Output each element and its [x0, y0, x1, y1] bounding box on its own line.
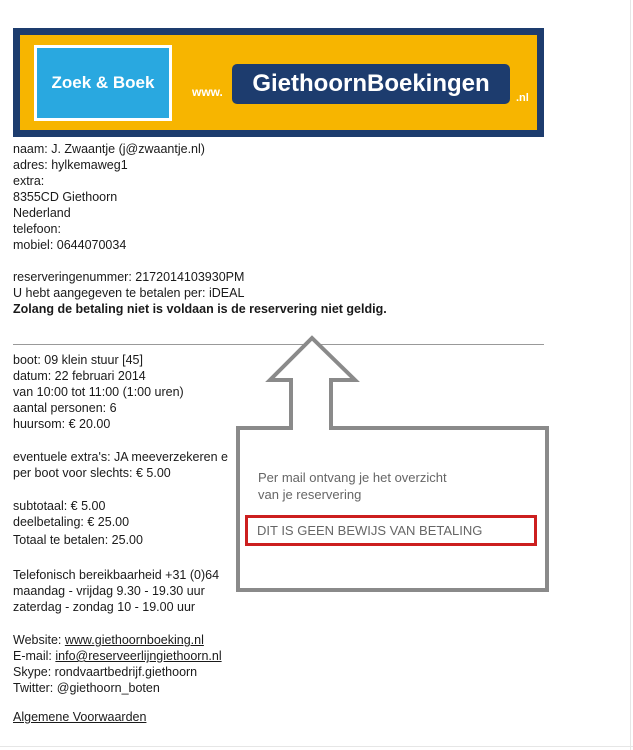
callout-line-2: van je reservering — [258, 487, 362, 502]
customer-country: Nederland — [13, 206, 71, 220]
customer-extra: extra: — [13, 174, 45, 188]
weekday-hours: maandag - vrijdag 9.30 - 19.30 uur — [13, 584, 205, 598]
customer-postcode-city: 8355CD Giethoorn — [13, 190, 118, 204]
reservation-date: datum: 22 februari 2014 — [13, 369, 146, 383]
customer-name: naam: J. Zwaantje (j@zwaantje.nl) — [13, 142, 205, 156]
extras: eventuele extra's: JA meeverzekeren e — [13, 450, 229, 464]
brand-logo: GiethoornBoekingen — [232, 64, 510, 104]
rental-sum: huursom: € 20.00 — [13, 417, 111, 431]
website-link[interactable]: www.giethoornboeking.nl — [64, 633, 204, 647]
customer-phone: telefoon: — [13, 222, 61, 236]
skype: Skype: rondvaartbedrijf.giethoorn — [13, 665, 198, 679]
zoek-boek-button[interactable]: Zoek & Boek — [34, 45, 172, 121]
number-of-persons: aantal personen: 6 — [13, 401, 117, 415]
subtotal: subtotaal: € 5.00 — [13, 499, 106, 513]
weekend-hours: zaterdag - zondag 10 - 19.00 uur — [13, 600, 196, 614]
total-due: Totaal te betalen: 25.00 — [13, 533, 143, 547]
banner-www: www. — [192, 85, 223, 99]
email-link[interactable]: info@reserveerlijngiethoorn.nl — [55, 649, 222, 663]
boat: boot: 09 klein stuur [45] — [13, 353, 143, 367]
email-label: E-mail: — [13, 649, 56, 663]
payment-notice-badge: DIT IS GEEN BEWIJS VAN BETALING — [245, 515, 537, 546]
reservation-number: reserveringenummer: 2172014103930PM — [13, 270, 245, 284]
payment-method: U hebt aangegeven te betalen per: iDEAL — [13, 286, 245, 300]
extras-price: per boot voor slechts: € 5.00 — [13, 466, 171, 480]
terms-link[interactable]: Algemene Voorwaarden — [13, 710, 147, 724]
website-label: Website: — [13, 633, 65, 647]
partial-payment: deelbetaling: € 25.00 — [13, 515, 130, 529]
twitter: Twitter: @giethoorn_boten — [13, 681, 160, 695]
reservation-time: van 10:00 tot 11:00 (1:00 uren) — [13, 385, 184, 399]
payment-warning: Zolang de betaling niet is voldaan is de reservering niet geldig. — [13, 302, 387, 316]
callout-line-1: Per mail ontvang je het overzicht — [258, 470, 447, 485]
phone-availability: Telefonisch bereikbaarheid +31 (0)64 — [13, 568, 220, 582]
banner-tld: .nl — [516, 92, 529, 104]
customer-address: adres: hylkemaweg1 — [13, 158, 128, 172]
customer-mobile: mobiel: 0644070034 — [13, 238, 127, 252]
